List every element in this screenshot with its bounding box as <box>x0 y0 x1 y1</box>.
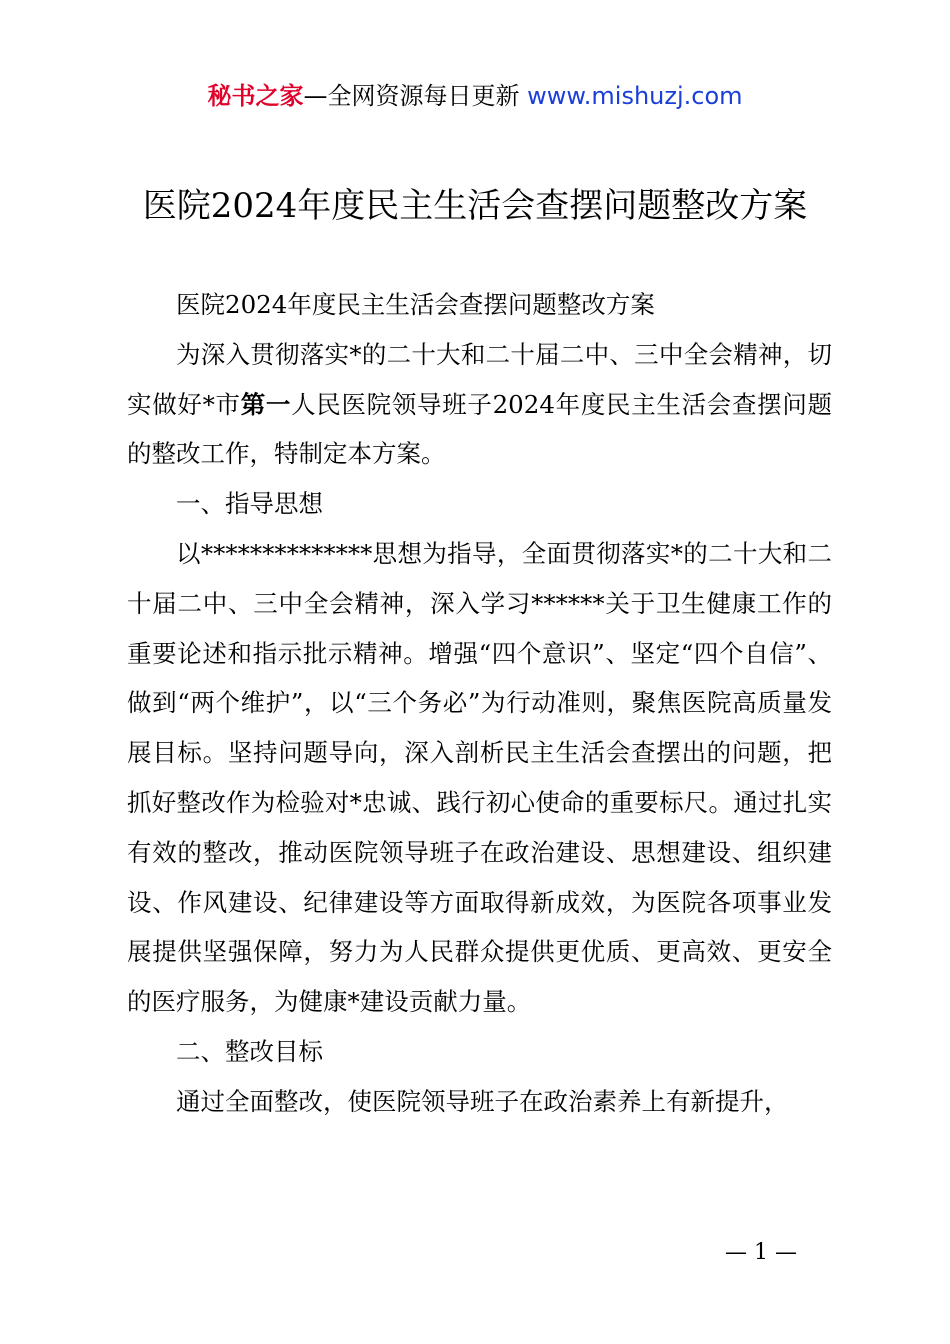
site-banner <box>0 78 950 114</box>
banner-slogan: —全网资源每日更新 <box>303 82 528 110</box>
guiding-ideology-paragraph: 以**************思想为指导，全面贯彻落实*的二十大和二十届二中、三中全会精神，深入学习******关于卫生健康工作的重要论述和指示批示精神。增强“四个意识”、坚定“四个自信”、做到“两个维护”，以“三个务必”为行动准则，聚焦医院高质量发展目标。坚持问题导向，深入剖析民主生活会查摆出的问题，把抓好整改作为检验对*忠诚、践行初心使命的重要标尺。通过扎实有效的整改，推动医院领导班子在政治建设、思想建设、组织建设、作风建设、纪律建设等方面取得新成效，为医院各项事业发展提供坚强保障，努力为人民群众提供更优质、更高效、更安全的医疗服务，为健康*建设贡献力量。 <box>127 538 832 1017</box>
document-title: 医院2024年度民主生活会查摆问题整改方案 <box>142 186 808 226</box>
rectification-goals-paragraph: 通过全面整改，使医院领导班子在政治素养上有新提升， <box>176 1086 789 1116</box>
document-body <box>127 280 832 1127</box>
section-heading-guiding-ideology: 一、指导思想 <box>176 489 323 519</box>
intro-paragraph <box>127 330 832 479</box>
banner-brand: 秘书之家 <box>207 82 304 110</box>
intro-bold-text: 第一 <box>240 389 292 419</box>
banner-url-link[interactable]: www.mishuzj.com <box>527 82 743 110</box>
page-number: — 1 — <box>725 1240 797 1265</box>
intro-text-before: 为深入贯彻落实*的二十大和二十届二中、三中全会精神，切实做好*市 <box>127 339 832 419</box>
section-heading-rectification-goals: 二、整改目标 <box>176 1036 323 1066</box>
intro-text-after: 人民医院领导班子2024年度民主生活会查摆问题的整改工作，特制定本方案。 <box>127 389 833 469</box>
repeated-title-paragraph: 医院2024年度民主生活会查摆问题整改方案 <box>176 290 655 319</box>
